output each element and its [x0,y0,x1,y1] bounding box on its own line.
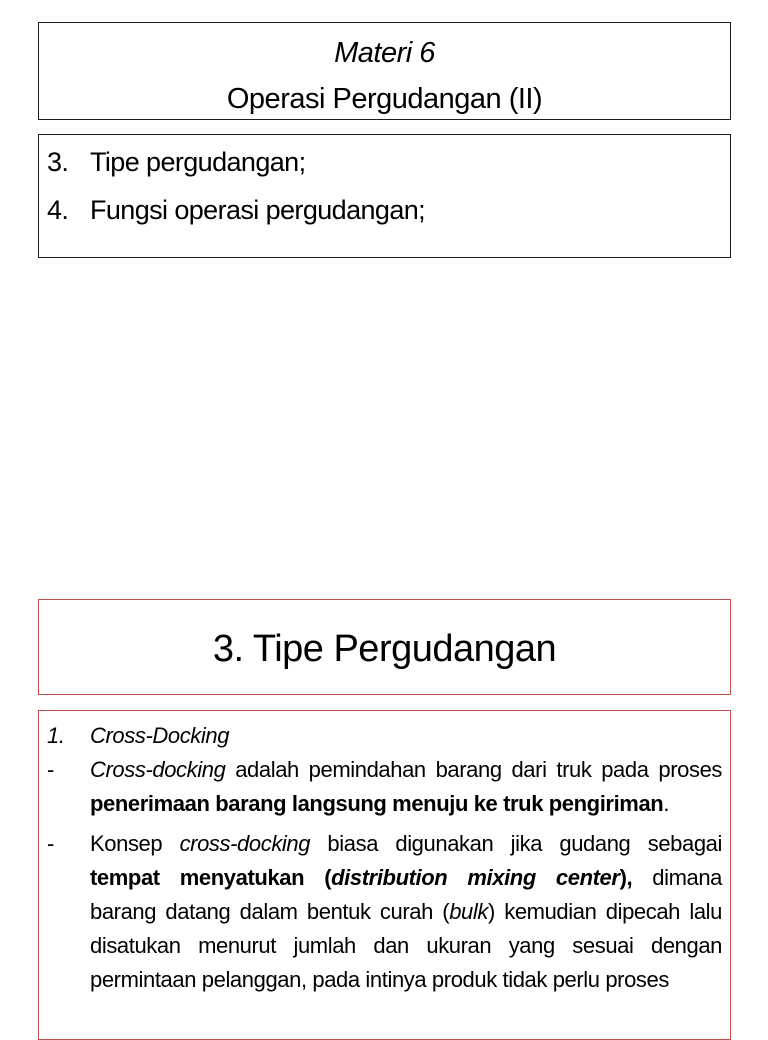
p1-emphasis: penerimaan barang langsung menuju ke truk pengiriman [90,791,664,816]
p2-term: cross-docking [179,831,311,856]
p2-text-b: biasa digunakan jika gudang sebagai [310,831,722,856]
item-number: 1. [47,723,65,748]
p2-text-c: dimana barang datang dalam bentuk curah ( [90,865,723,924]
content-body [47,719,722,997]
bullet-paragraph-2 [47,827,722,997]
slide2-title-box [38,599,731,695]
list-item-number: 4. [47,195,69,225]
item-title: Cross-Docking [90,723,230,748]
numbered-item [47,719,722,753]
p2-text-a: Konsep [90,831,180,856]
list-item [47,145,722,179]
slide1-title-line2: Operasi Pergudangan (II) [226,83,543,115]
list-item-text: Tipe pergudangan; [90,147,306,177]
p1-term: Cross-docking [90,757,226,782]
bullet-paragraph-1 [47,753,722,821]
list-item [47,193,722,227]
p2-text-d: ) kemudian dipecah lalu disatukan menurut jumlah dan ukuran yang sesuai dengan permintaan pelanggan, pada intinya produk tidak perlu proses [90,899,722,992]
p2-emphasis-a: tempat menyatukan ( [90,865,332,890]
bullet-marker: - [47,757,54,782]
slide1-list-box [38,134,731,258]
p1-text: adalah pemindahan barang dari truk pada proses [225,757,722,782]
slide2-content-box [38,710,731,1040]
p1-end: . [663,791,670,816]
slide1-title-line1: Materi 6 [334,37,435,69]
p2-term-bulk: bulk [449,899,488,924]
slide1-title-box [38,22,731,120]
p2-emphasis-b: ), [619,865,633,890]
slide2-title: 3. Tipe Pergudangan [212,628,557,670]
p2-emphasis-term: distribution mixing center [331,865,620,890]
list-item-text: Fungsi operasi pergudangan; [90,195,426,225]
list-item-number: 3. [47,147,69,177]
bullet-marker: - [47,831,54,856]
